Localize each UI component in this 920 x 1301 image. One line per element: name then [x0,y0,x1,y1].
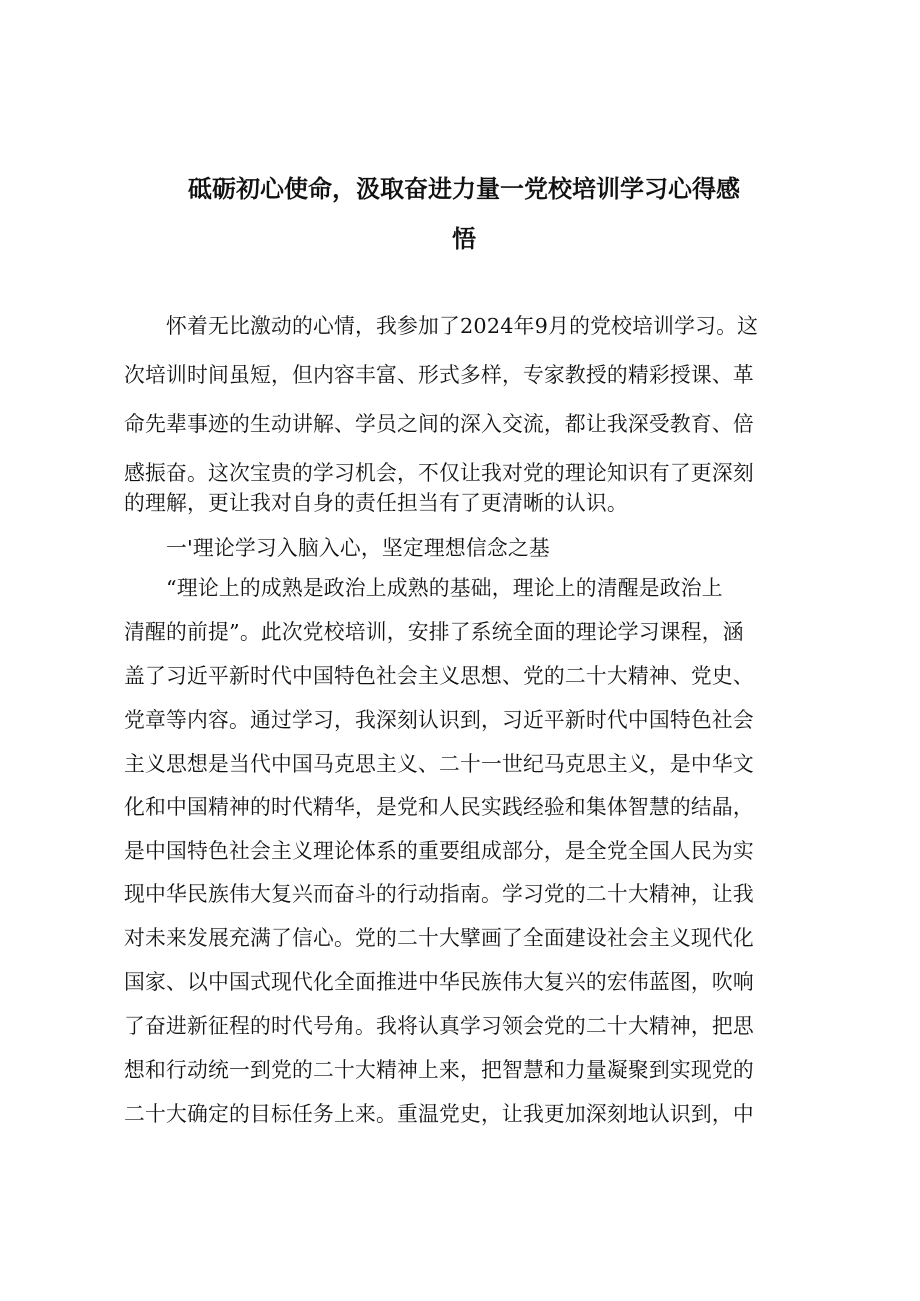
paragraph-line: 的理解，更让我对自身的责任担当有了更清晰的认识。 [124,491,628,515]
paragraph-line: 国家、以中国式现代化全面推进中华民族伟大复兴的宏伟蓝图，吹响 [124,970,754,994]
paragraph-line: 党章等内容。通过学习，我深刻认识到，习近平新时代中国特色社会 [124,708,754,732]
document-title-line-2: 悟 [452,225,476,253]
paragraph-line: 命先辈事迹的生动讲解、学员之间的深入交流，都让我深受教育、倍 [124,412,754,436]
paragraph-line: 现中华民族伟大复兴而奋斗的行动指南。学习党的二十大精神，让我 [124,882,754,906]
paragraph-line: 怀着无比激动的心情，我参加了2024年9月的党校培训学习。这 [166,314,759,338]
section-heading: 一'理论学习入脑入心，坚定理想信念之基 [166,536,550,560]
paragraph-line: 了奋进新征程的时代号角。我将认真学习领会党的二十大精神，把思 [124,1014,754,1038]
paragraph-line: 是中国特色社会主义理论体系的重要组成部分，是全党全国人民为实 [124,839,754,863]
paragraph-line: 感振奋。这次宝贵的学习机会，不仅让我对党的理论知识有了更深刻 [124,461,754,485]
paragraph-line: 盖了习近平新时代中国特色社会主义思想、党的二十大精神、党史、 [124,664,754,688]
paragraph-line: “理论上的成熟是政治上成熟的基础，理论上的清醒是政治上 [166,576,723,600]
document-title-line-1: 砥砺初心使命，汲取奋进力量一党校培训学习心得感 [188,175,740,203]
paragraph-line: 清醒的前提”。此次党校培训，安排了系统全面的理论学习课程，涵 [124,620,744,644]
paragraph-line: 化和中国精神的时代精华，是党和人民实践经验和集体智慧的结晶， [124,795,754,819]
paragraph-line: 二十大确定的目标任务上来。重温党史，让我更加深刻地认识到，中 [124,1102,754,1126]
paragraph-line: 主义思想是当代中国马克思主义、二十一世纪马克思主义，是中华文 [124,752,754,776]
paragraph-line: 次培训时间虽短，但内容丰富、形式多样，专家教授的精彩授课、革 [124,363,754,387]
paragraph-line: 想和行动统一到党的二十大精神上来，把智慧和力量凝聚到实现党的 [124,1058,754,1082]
paragraph-line: 对未来发展充满了信心。党的二十大擘画了全面建设社会主义现代化 [124,926,754,950]
